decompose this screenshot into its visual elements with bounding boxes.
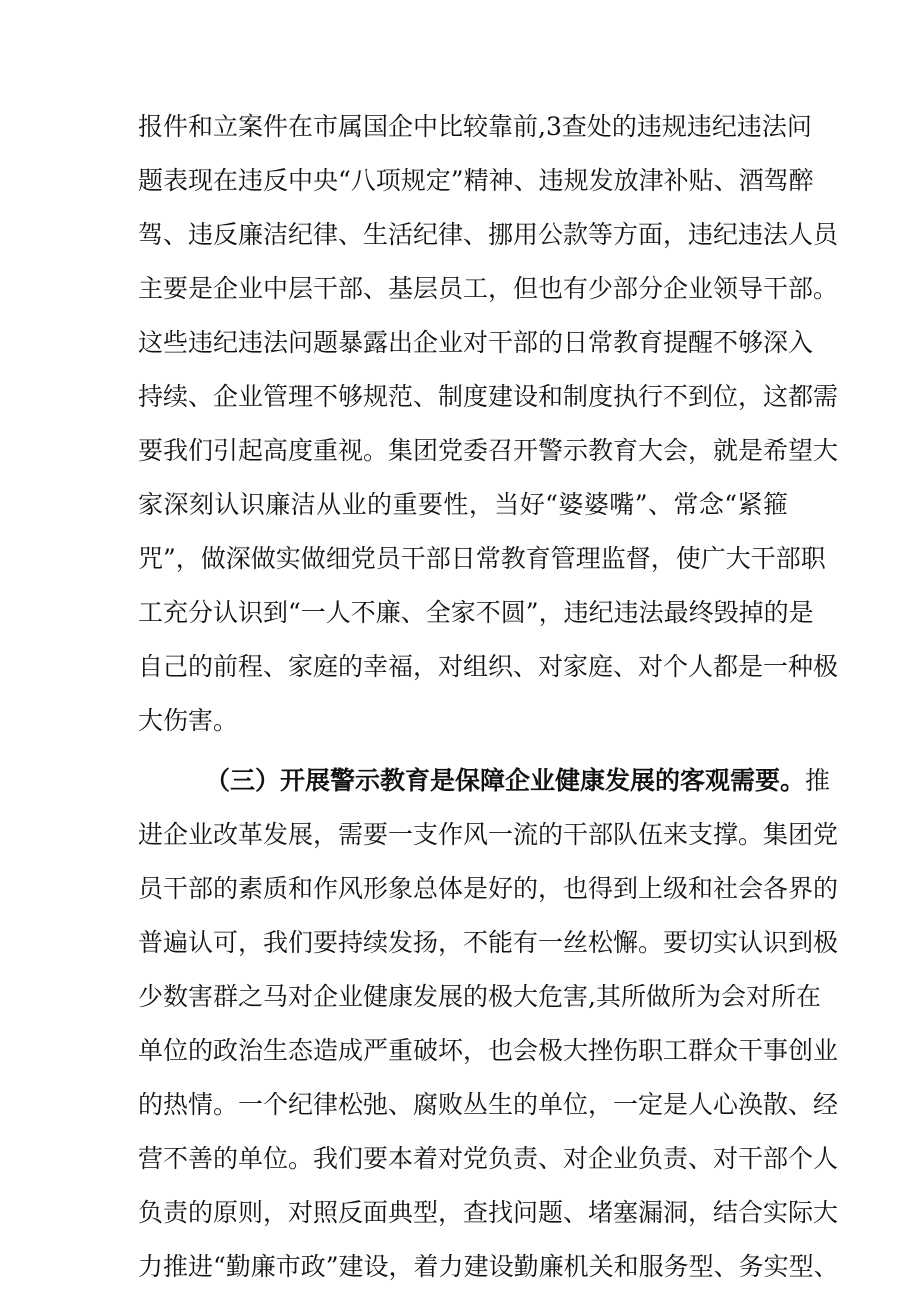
paragraph-line: 单位的政治生态造成严重破坏，也会极大挫伤职工群众干事创业: [138, 1036, 839, 1065]
paragraph-line: 的热情。一个纪律松弛、腐败丛生的单位，一定是人心涣散、经: [138, 1090, 839, 1119]
paragraph-line: 题表现在违反中央“八项规定”精神、违规发放津补贴、酒驾醉: [138, 166, 814, 195]
paragraph-line: 普遍认可，我们要持续发扬，不能有一丝松懈。要切实认识到极: [138, 928, 839, 957]
paragraph-line: 大伤害。: [138, 706, 239, 735]
paragraph-line: 员干部的素质和作风形象总体是好的，也得到上级和社会各界的: [138, 874, 839, 903]
section-heading: （三）开展警示教育是保障企业健康发展的客观需要。: [205, 766, 806, 795]
paragraph-line: 少数害群之马对企业健康发展的极大危害,其所做所为会对所在: [138, 982, 821, 1011]
section-heading-line: [205, 754, 831, 808]
paragraph-line: 要我们引起高度重视。集团党委召开警示教育大会，就是希望大: [138, 436, 839, 465]
paragraph-line: 营不善的单位。我们要本着对党负责、对企业负责、对干部个人: [138, 1144, 839, 1173]
paragraph-line: 工充分认识到“一人不廉、全家不圆”，违纪违法最终毁掉的是: [138, 598, 814, 627]
paragraph-line: 自己的前程、家庭的幸福，对组织、对家庭、对个人都是一种极: [138, 652, 839, 681]
section-first-line-rest: 推: [805, 766, 831, 795]
paragraph-line: 家深刻认识廉洁从业的重要性，当好“婆婆嘴”、常念“紧箍: [138, 490, 788, 519]
paragraph-line: 力推进“勤廉市政”建设，着力建设勤廉机关和服务型、务实型、: [138, 1252, 839, 1281]
paragraph-line: 咒”，做深做实做细党员干部日常教育管理监督，使广大干部职: [138, 544, 826, 573]
paragraph-line: 进企业改革发展，需要一支作风一流的干部队伍来支撑。集团党: [138, 820, 839, 849]
paragraph-line: 这些违纪违法问题暴露出企业对干部的日常教育提醒不够深入: [138, 328, 814, 357]
paragraph-line: 负责的原则，对照反面典型，查找问题、堵塞漏洞，结合实际大: [138, 1198, 839, 1227]
paragraph-line: 持续、企业管理不够规范、制度建设和制度执行不到位，这都需: [138, 382, 839, 411]
paragraph-line: 主要是企业中层干部、基层员工，但也有少部分企业领导干部。: [138, 274, 839, 303]
paragraph-line: 驾、违反廉洁纪律、生活纪律、挪用公款等方面，违纪违法人员: [138, 220, 839, 249]
paragraph-line: 报件和立案件在市属国企中比较靠前,3查处的违规违纪违法问: [138, 112, 812, 141]
